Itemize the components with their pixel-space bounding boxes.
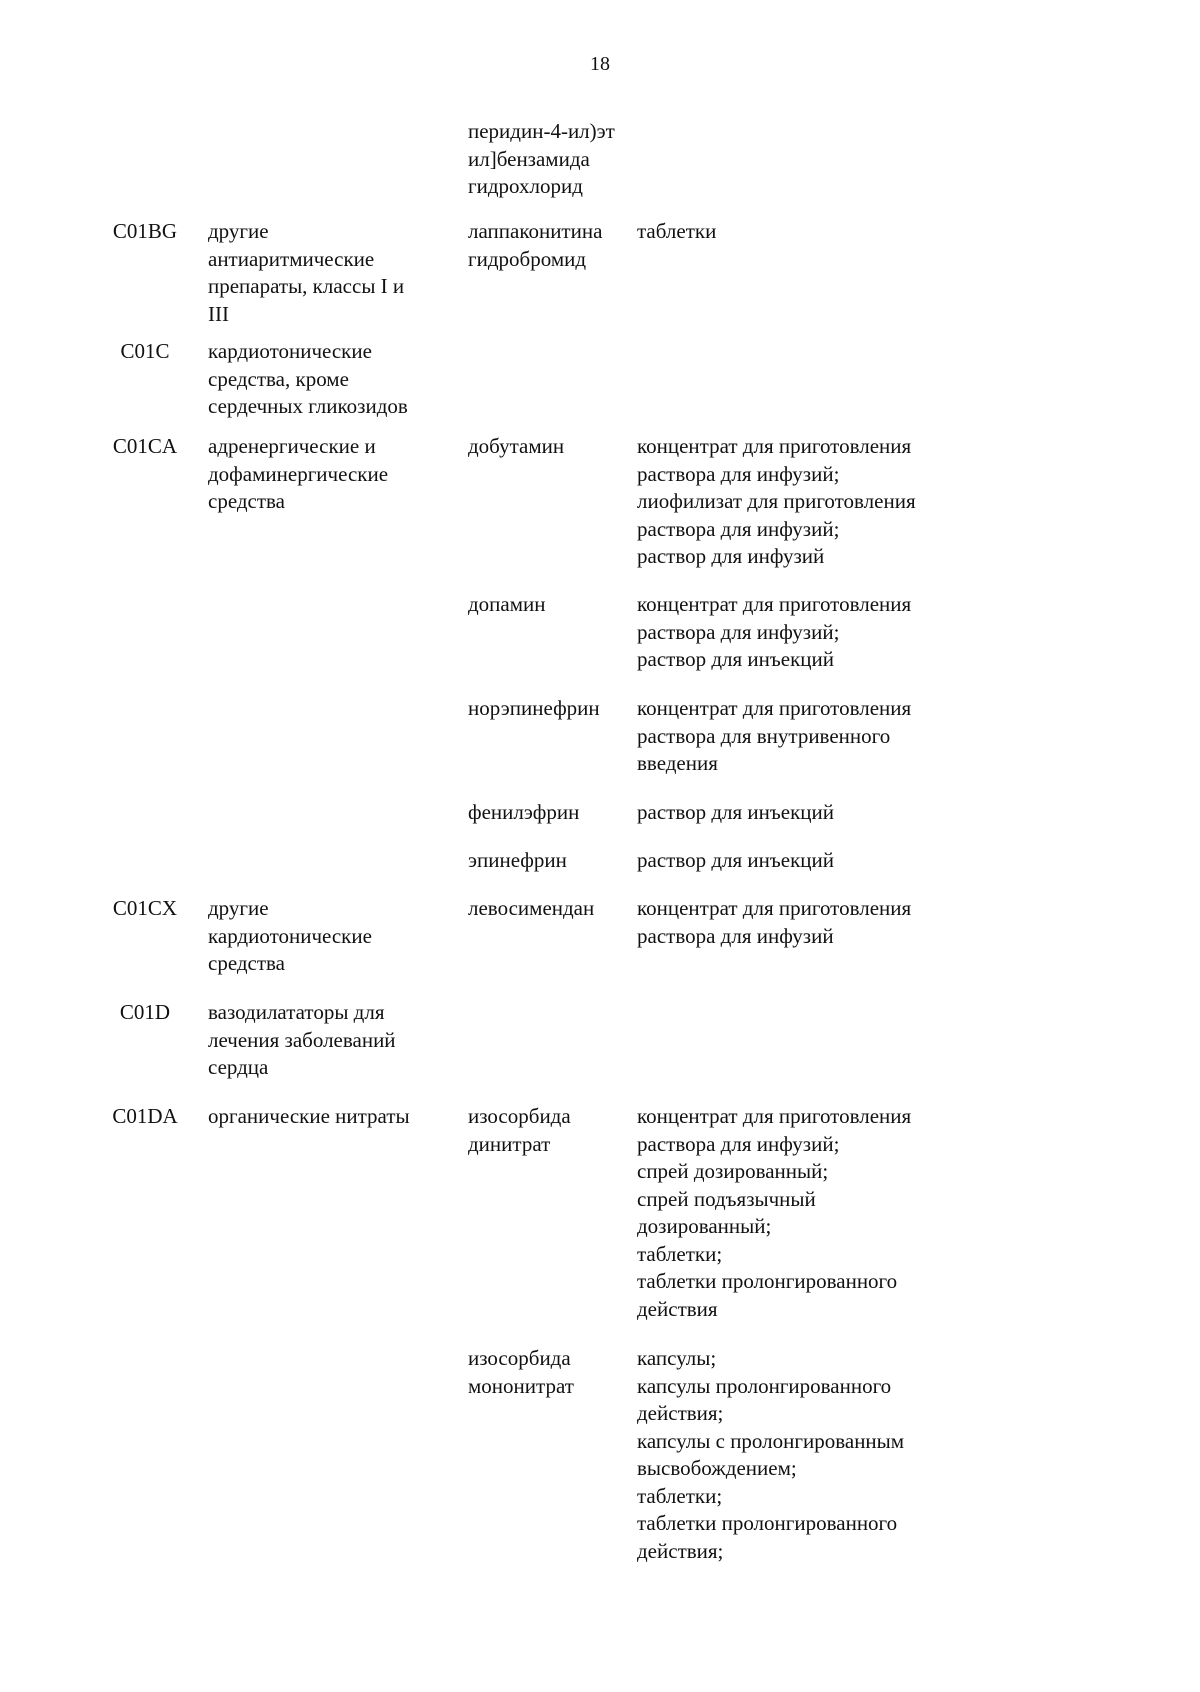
drug-name: фенилэфрин <box>468 800 580 824</box>
dosage-form: концентрат для приготовления раствора для инфузий; лиофилизат для приготовления раствора для инфузий; раствор для инфузий <box>637 434 916 568</box>
dosage-form: концентрат для приготовления раствора для инфузий; раствор для инъекций <box>637 592 912 671</box>
dosage-form: концентрат для приготовления раствора для внутривенного введения <box>637 696 912 775</box>
drug-name: норэпинефрин <box>468 696 600 720</box>
atc-code: C01BG <box>112 219 178 243</box>
table-row <box>0 1103 1200 1345</box>
table-row <box>0 338 1200 433</box>
table-row <box>0 695 1200 799</box>
atc-code: C01C <box>120 339 170 363</box>
anatomical-therapeutic-group: другие антиаритмические препараты, классы I и III <box>208 219 405 326</box>
drug-name: перидин-4-ил)эт ил]бензамида гидрохлорид <box>468 119 615 198</box>
anatomical-therapeutic-group: кардиотонические средства, кроме сердечных гликозидов <box>208 339 408 418</box>
table-row <box>0 847 1200 895</box>
table-row <box>0 218 1200 338</box>
anatomical-therapeutic-group: адренергические и дофаминергические средства <box>208 434 389 513</box>
anatomical-therapeutic-group: органические нитраты <box>208 1104 410 1128</box>
drug-table <box>0 118 1200 1565</box>
anatomical-therapeutic-group: другие кардиотонические средства <box>208 896 372 975</box>
drug-name: левосимендан <box>468 896 595 920</box>
table-row <box>0 999 1200 1103</box>
drug-name: изосорбида мононитрат <box>468 1346 574 1398</box>
atc-code: C01D <box>119 1000 171 1024</box>
drug-name: лаппаконитина гидробромид <box>468 219 603 271</box>
drug-name: изосорбида динитрат <box>468 1104 571 1156</box>
drug-name: допамин <box>468 592 546 616</box>
table-row <box>0 591 1200 695</box>
drug-name: эпинефрин <box>468 848 567 872</box>
dosage-form: капсулы; капсулы пролонгированного действия; капсулы с пролонгированным высвобождением; таблетки; таблетки пролонгированного действия; <box>637 1346 905 1563</box>
anatomical-therapeutic-group: вазодилататоры для лечения заболеваний сердца <box>208 1000 396 1079</box>
table-row <box>0 433 1200 591</box>
table-row <box>0 895 1200 999</box>
drug-name: добутамин <box>468 434 565 458</box>
atc-code: C01DA <box>112 1104 178 1128</box>
dosage-form: концентрат для приготовления раствора для инфузий; спрей дозированный; спрей подъязычный дозированный; таблетки; таблетки пролонгированного действия <box>637 1104 912 1321</box>
table-row <box>0 118 1200 218</box>
atc-code: C01CA <box>112 434 178 458</box>
table-row <box>0 1345 1200 1565</box>
page-number: 18 <box>590 53 610 75</box>
dosage-form: раствор для инъекций <box>637 800 834 824</box>
table-row <box>0 799 1200 847</box>
dosage-form: раствор для инъекций <box>637 848 834 872</box>
dosage-form: таблетки <box>637 219 717 243</box>
atc-code: C01CX <box>112 896 178 920</box>
dosage-form: концентрат для приготовления раствора для инфузий <box>637 896 912 948</box>
